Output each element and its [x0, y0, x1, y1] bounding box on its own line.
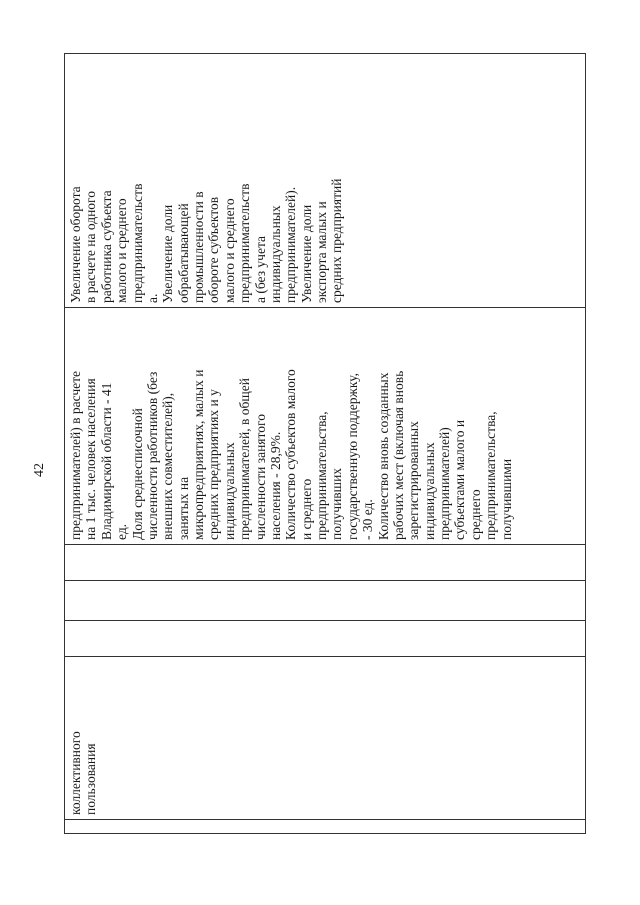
cell-text-line: предпринимателей, в общей: [237, 378, 253, 540]
cell-text-line: средних предприятиях и у: [206, 389, 222, 540]
table-cell-results: [65, 54, 586, 308]
cell-text-line: индивидуальных: [421, 442, 437, 540]
cell-text-line: получившими: [498, 458, 514, 540]
cell-text-line: предпринимательства,: [483, 411, 499, 540]
cell-text-line: предпринимательства,: [314, 411, 329, 540]
cell-text-line: рабочих мест (включая вновь: [390, 370, 406, 540]
cell-text-line: - 30 ед.: [360, 499, 376, 540]
cell-text-line: а.: [144, 293, 160, 303]
cell-text-line: предпринимателей) в расчете: [68, 370, 83, 540]
cell-text-line: субъектами малого и: [452, 419, 468, 540]
cell-text-line: микропредприятиях, малых и: [191, 369, 206, 540]
cell-text-line: и среднего: [298, 478, 314, 540]
cell-text-line: коллективного: [68, 731, 83, 815]
document-table: [64, 53, 586, 834]
cell-text-line: предпринимателей): [437, 427, 452, 540]
cell-text-line: внешних совместителей),: [160, 392, 176, 540]
cell-text-line: индивидуальных: [267, 205, 283, 303]
cell-text-line: обороте субъектов: [206, 196, 222, 303]
cell-text-line: Владимирской области - 41: [98, 382, 114, 540]
cell-text-line: промышленности в: [191, 191, 206, 303]
cell-text-line: зарегистрированных: [406, 421, 422, 540]
rotated-table-container: [64, 54, 586, 834]
cell-text-line: индивидуальных: [221, 442, 237, 540]
indicators-text: [68, 312, 514, 540]
object-description-text: [68, 661, 99, 815]
cell-text-line: населения - 28,9%.: [267, 431, 283, 540]
cell-text-line: предпринимателей).: [283, 186, 299, 303]
table-row: [65, 54, 586, 834]
table-cell-object: [65, 657, 586, 820]
cell-text-line: средних предприятий: [329, 178, 345, 303]
cell-text-line: в расчете на одного: [83, 190, 99, 303]
cell-text-line: Увеличение оборота: [68, 186, 83, 303]
cell-text-line: Количество вновь созданных: [375, 372, 391, 540]
cell-text-line: численности работников (без: [144, 371, 160, 540]
cell-text-line: обрабатывающей: [175, 203, 191, 303]
page-number: 42: [32, 463, 47, 477]
cell-text-line: ед.: [114, 523, 130, 540]
cell-text-line: получивших: [329, 467, 345, 540]
cell-text-line: государственную поддержку,: [344, 373, 360, 540]
cell-text-line: работника субъекта: [98, 190, 114, 303]
cell-text-line: малого и среднего: [114, 198, 130, 303]
cell-text-line: Увеличение доли: [298, 204, 314, 303]
table-cell-empty-3: [65, 581, 586, 621]
cell-text-line: пользования: [83, 743, 99, 815]
cell-text-line: среднего: [467, 489, 483, 540]
cell-text-line: Увеличение доли: [160, 204, 176, 303]
cell-text-line: Доля среднесписочной: [129, 408, 145, 540]
cell-text-line: Количество субъектов малого: [283, 369, 299, 540]
cell-text-line: предпринимательств: [129, 183, 145, 303]
cell-text-line: предпринимательств: [237, 183, 253, 303]
table-cell-empty-4: [65, 545, 586, 581]
table-cell-empty-2: [65, 621, 586, 657]
cell-text-line: занятых на: [175, 476, 191, 540]
cell-text-line: на 1 тыс. человек населения: [83, 378, 99, 540]
table-cell-indicators: [65, 308, 586, 545]
cell-text-line: а (без учета: [252, 235, 268, 303]
table-cell-empty-1: [65, 820, 586, 834]
results-text: [68, 58, 345, 303]
cell-text-line: экспорта малых и: [314, 201, 329, 303]
cell-text-line: численности занятого: [252, 414, 268, 540]
cell-text-line: малого и среднего: [221, 198, 237, 303]
